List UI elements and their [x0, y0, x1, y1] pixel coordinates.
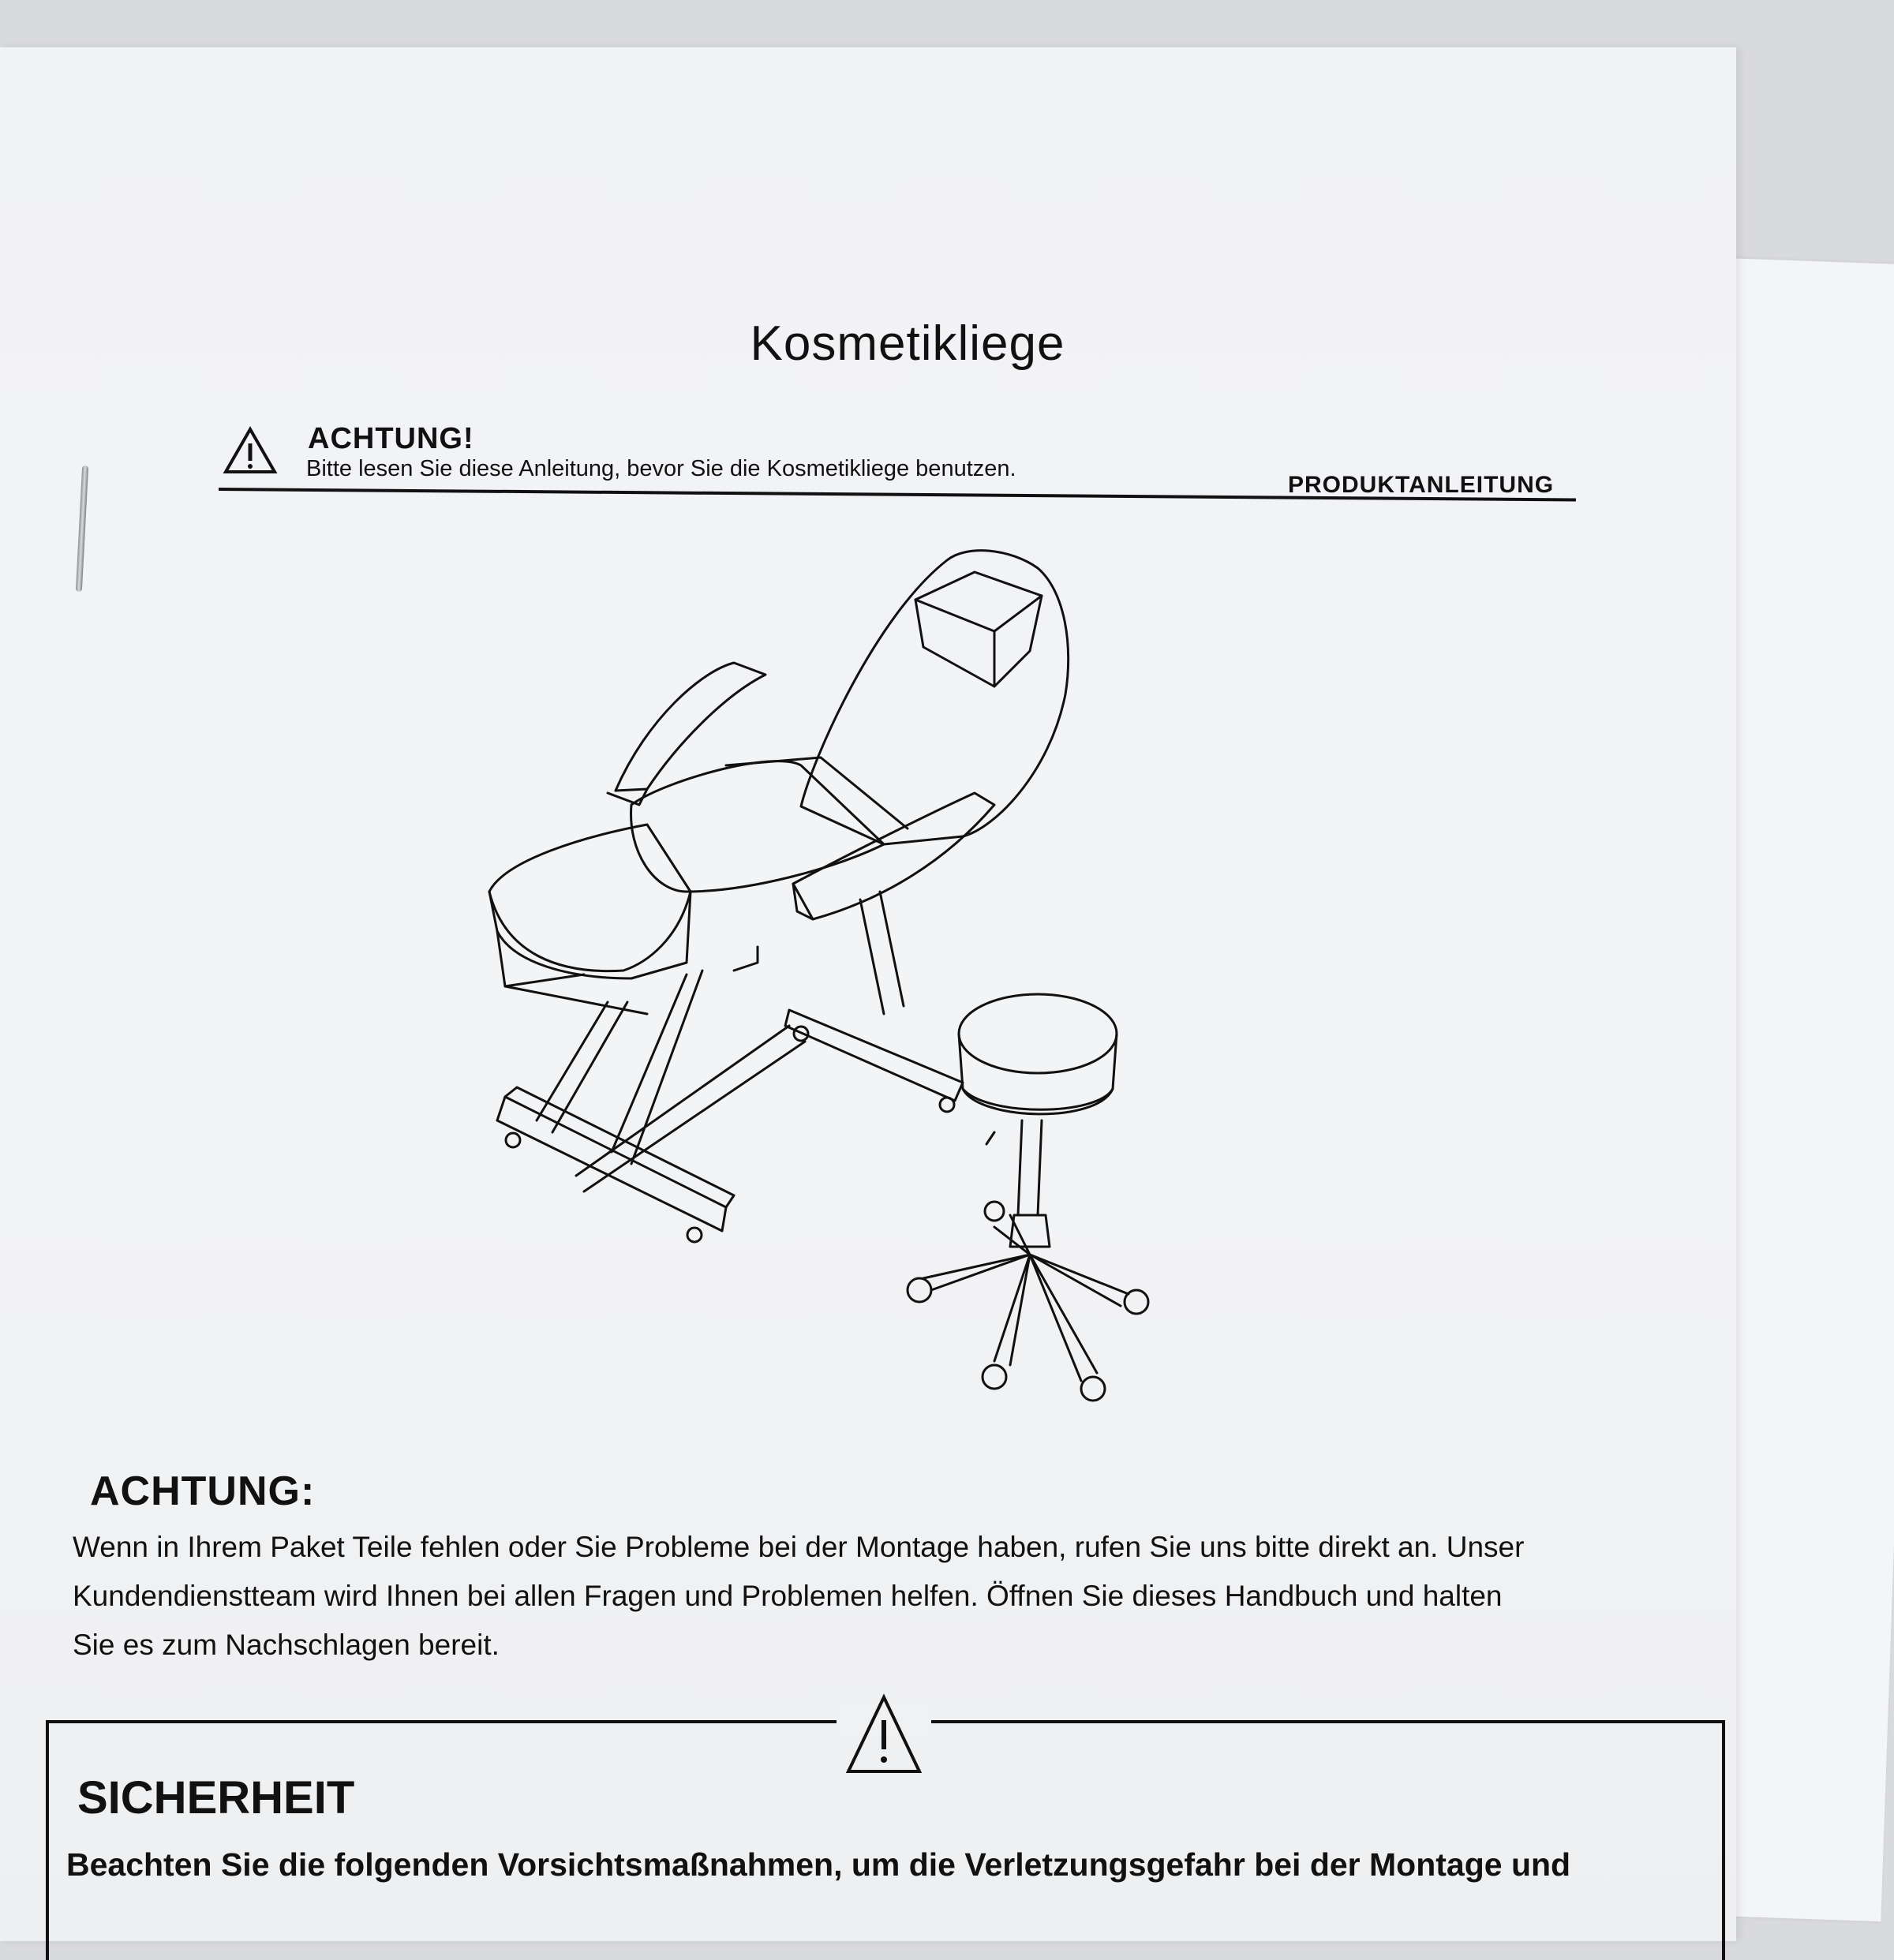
notice-line: Kundendienstteam wird Ihnen bei allen Fragen und Problemen helfen. Öffnen Sie dieses Handbuch und halten	[73, 1580, 1503, 1612]
document-type-label: PRODUKTANLEITUNG	[1288, 472, 1555, 498]
notice-line: Sie es zum Nachschlagen bereit.	[73, 1629, 500, 1661]
safety-heading: SICHERHEIT	[77, 1772, 355, 1823]
warning-triangle-icon	[223, 426, 278, 475]
notice-heading: ACHTUNG:	[90, 1468, 316, 1514]
safety-text: Beachten Sie die folgenden Vorsichtsmaßnahmen, um die Verletzungsgefahr bei der Montage und	[66, 1846, 1571, 1883]
cosmetic-chair	[489, 551, 1069, 1242]
page-title: Kosmetikliege	[750, 316, 1065, 371]
notice-paragraph	[73, 1523, 1683, 1670]
warning-text: Bitte lesen Sie diese Anleitung, bevor Sie die Kosmetikliege benutzen.	[306, 456, 1016, 481]
chair-and-stool-illustration	[442, 521, 1231, 1428]
rolling-stool	[908, 994, 1148, 1401]
warning-triangle-icon	[844, 1693, 923, 1779]
notice-line: Wenn in Ihrem Paket Teile fehlen oder Sie Probleme bei der Montage haben, rufen Sie uns bitte direkt an. Unser	[73, 1531, 1525, 1563]
warning-heading: ACHTUNG!	[308, 422, 474, 455]
